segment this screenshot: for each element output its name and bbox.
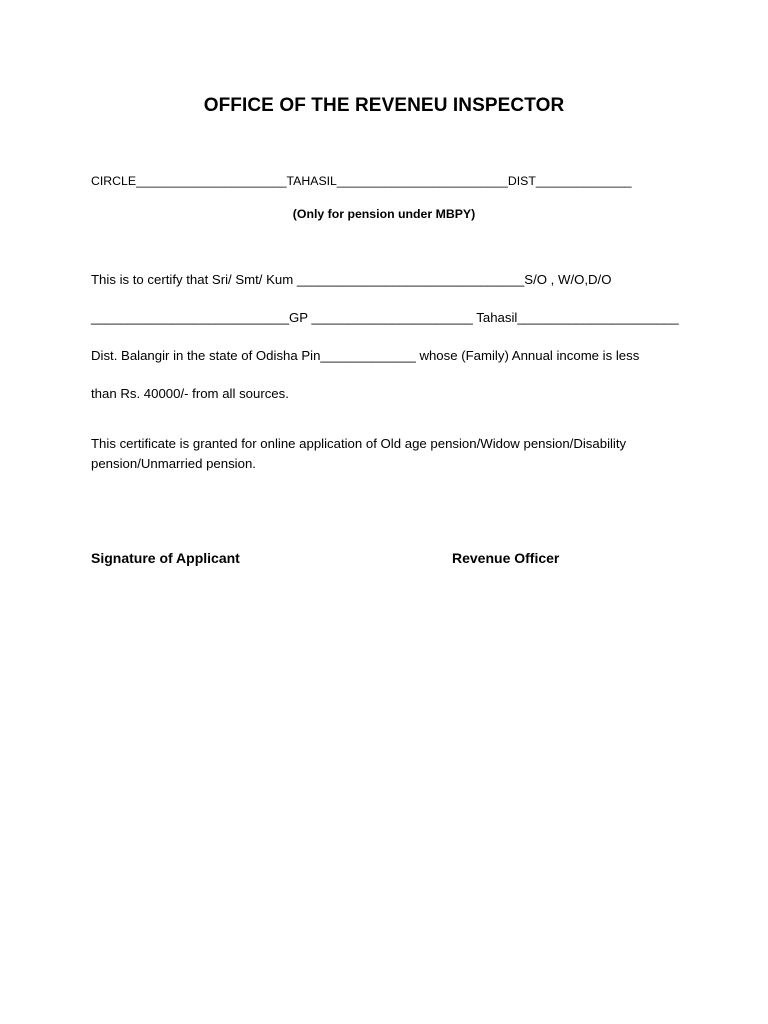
income-limit-line: than Rs. 40000/- from all sources. <box>91 386 289 401</box>
circle-tahasil-dist-line: CIRCLE______________________TAHASIL_________________________DIST______________ <box>91 174 632 188</box>
revenue-officer-label: Revenue Officer <box>452 550 560 566</box>
grant-purpose-paragraph: This certificate is granted for online application of Old age pension/Widow pension/Disability pension/Unmarried pension. <box>91 436 627 471</box>
document-subtitle: (Only for pension under MBPY) <box>292 207 476 221</box>
signature-of-applicant-label: Signature of Applicant <box>91 550 240 566</box>
document-title: OFFICE OF THE REVENEU INSPECTOR <box>203 95 565 116</box>
certify-line: This is to certify that Sri/ Smt/ Kum _______________________________S/O , W/O,D/O <box>91 272 612 287</box>
district-income-line: Dist. Balangir in the state of Odisha Pin_____________ whose (Family) Annual income is less <box>91 348 640 363</box>
gp-tahasil-line: ___________________________GP ______________________ Tahasil______________________ <box>91 310 679 325</box>
